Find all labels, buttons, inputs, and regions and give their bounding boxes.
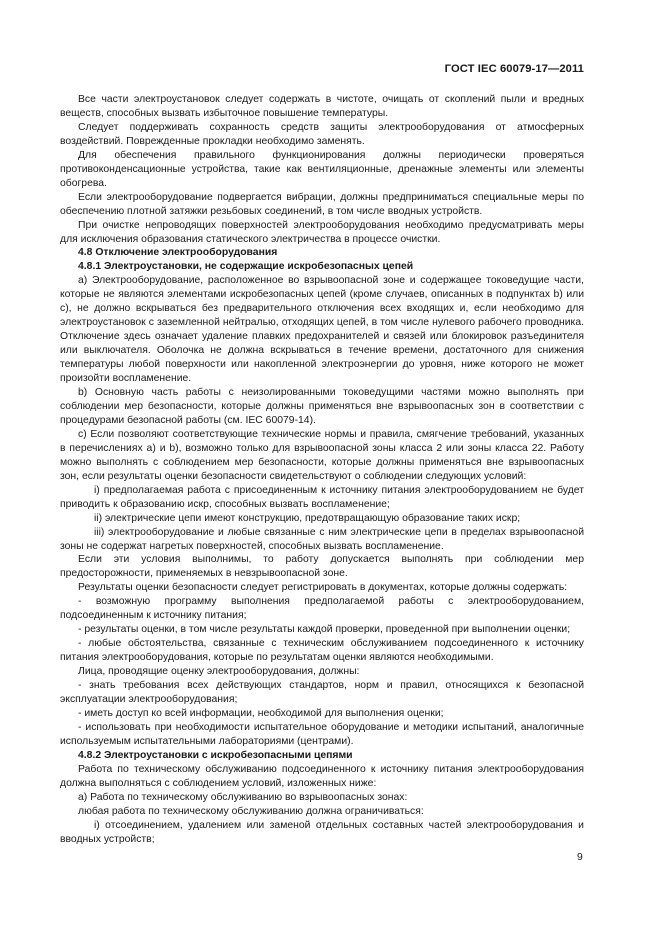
paragraph: b) Основную часть работы с неизолированными токоведущими частями можно выполнять при соблюдении мер безопасности, которые должны применяться вне взрывоопасных зон в соответствии с процедурами безопасной работы (см. IEC 60079-14). bbox=[60, 387, 584, 426]
list-item: - возможную программу выполнения предполагаемой работы с электрооборудованием, подсоединенным к источнику питания; bbox=[60, 596, 584, 622]
paragraph: Следует поддерживать сохранность средств защиты электрооборудования от атмосферных воздействий. Поврежденные прокладки необходимо заменять. bbox=[60, 121, 584, 147]
paragraph: любая работа по техническому обслуживанию должна ограничиваться: bbox=[78, 805, 424, 817]
list-item: - иметь доступ ко всей информации, необходимой для выполнения оценки; bbox=[78, 707, 444, 719]
paragraph: Результаты оценки безопасности следует регистрировать в документах, которые должны содержать: bbox=[78, 582, 568, 594]
section-heading: 4.8 Отключение электрооборудования bbox=[78, 247, 278, 259]
list-item: i) отсоединением, удалением или заменой отдельных составных частей электрооборудования и вводных устройств; bbox=[60, 819, 584, 845]
paragraph: Если электрооборудование подвергается вибрации, должны предприниматься специальные меры по обеспечению плотной затяжки резьбовых соединений, в том числе вводных устройств. bbox=[60, 191, 584, 217]
document-code-header: ГОСТ IEC 60079-17—2011 bbox=[444, 63, 584, 75]
paragraph: Лица, проводящие оценку электрооборудования, должны: bbox=[78, 666, 360, 678]
paragraph: c) Если позволяют соответствующие технические нормы и правила, смягчение требований, указанных в перечислениях a) и b), возможно только для взрывоопасной зоны класса 2 или зоны класса 22. Работу можно выполнять с соблюдением мер безопасности, которые должны применяться вне взрывоопасных зон, если результаты оценки безопасности свидетельствуют о соблюдении следующих условий: bbox=[60, 428, 584, 482]
paragraph: a) Электрооборудование, расположенное во взрывоопасной зоне и содержащее токоведущие части, которые не являются элементами искробезопасных цепей (кроме случаев, описанных в подпунктах b) или c), не должно вскрываться без предварительного отключения всех входящих и, если необходимо для электроустановок с заземленной нейтралью, отходящих цепей, в том числе нулевого рабочего проводника. Отключение здесь означает удаление плавких предохранителей и связей или блокировок разъединителя или выключателя. Оболочка не должна вскрываться в течение времени, достаточного для снижения температуры любой поверхности или накопленной электроэнергии до уровня, ниже которого не может произойти воспламенение. bbox=[60, 275, 584, 385]
page-number: 9 bbox=[577, 852, 583, 863]
list-item: iii) электрооборудование и любые связанные с ним электрические цепи в пределах взрывоопасной зоны не содержат нагретых поверхностей, способных вызвать воспламенение. bbox=[60, 526, 584, 552]
paragraph: Для обеспечения правильного функционирования должны периодически проверяться противоконденсационные устройства, такие как вентиляционные, дренажные элементы или элементы обогрева. bbox=[60, 149, 584, 189]
list-item: - любые обстоятельства, связанные с техническим обслуживанием подсоединенного к источнику питания электрооборудования, которые по результатам оценки являются необходимыми. bbox=[60, 638, 584, 664]
subsection-heading: 4.8.2 Электроустановки с искробезопасными цепями bbox=[78, 749, 353, 761]
list-item: i) предполагаемая работа с присоединенным к источнику питания электрооборудованием не будет приводить к образованию искр, способных вызвать воспламенение; bbox=[60, 484, 584, 510]
list-item: - результаты оценки, в том числе результаты каждой проверки, проведенной при выполнении оценки; bbox=[78, 624, 571, 636]
paragraph: Все части электроустановок следует содержать в чистоте, очищать от скоплений пыли и вредных веществ, способных вызвать избыточное повышение температуры. bbox=[60, 94, 584, 119]
list-item: ii) электрические цепи имеют конструкцию, предотвращающую образование таких искр; bbox=[94, 512, 521, 524]
paragraph: a) Работа по техническому обслуживанию во взрывоопасных зонах: bbox=[78, 791, 408, 803]
paragraph: Если эти условия выполнимы, то работу допускается выполнять при соблюдении мер предосторожности, применяемых в невзрывоопасной зоне. bbox=[60, 554, 584, 580]
list-item: - использовать при необходимости испытательное оборудование и методики испытаний, аналогичные используемым испытательными лабораториями (центрами). bbox=[60, 721, 584, 747]
subsection-heading: 4.8.1 Электроустановки, не содержащие искробезопасных цепей bbox=[78, 261, 414, 273]
document-body bbox=[60, 93, 584, 846]
paragraph: Работа по техническому обслуживанию подсоединенного к источнику питания электрооборудования должна выполняться с соблюдением условий, изложенных ниже: bbox=[60, 763, 584, 789]
list-item: - знать требования всех действующих стандартов, норм и правил, относящихся к безопасной эксплуатации электрооборудования; bbox=[60, 680, 584, 705]
paragraph: При очистке непроводящих поверхностей электрооборудования необходимо предусматривать меры для исключения образования статического электричества в процессе очистки. bbox=[60, 219, 584, 245]
